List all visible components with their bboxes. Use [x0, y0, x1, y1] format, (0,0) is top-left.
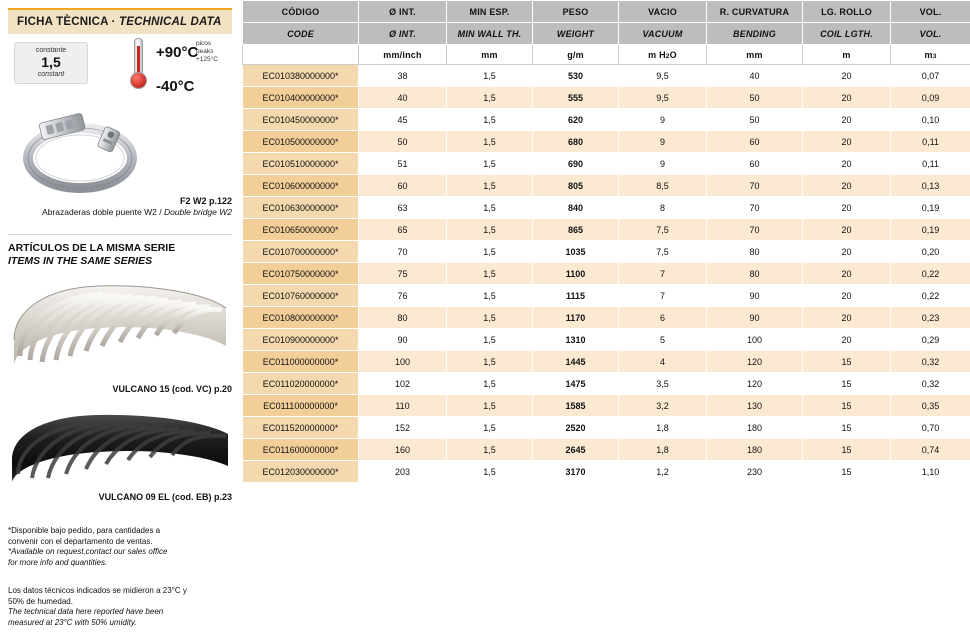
- cell-wall-thickness: 1,5: [447, 329, 533, 351]
- cell-code: EC010500000000*: [243, 131, 359, 153]
- unit-wall-thickness: mm: [447, 45, 533, 65]
- sheet-title-separator: ·: [108, 16, 120, 28]
- sheet-title-en: TECHNICAL DATA: [119, 16, 222, 28]
- cell-wall-thickness: 1,5: [447, 109, 533, 131]
- cell-wall-thickness: 1,5: [447, 417, 533, 439]
- cell-vacuum: 9: [619, 131, 707, 153]
- cell-vacuum: 9: [619, 153, 707, 175]
- cell-volume: 0,13: [891, 175, 970, 197]
- cell-bending-radius: 60: [707, 131, 803, 153]
- cell-inner-diameter: 63: [359, 197, 447, 219]
- cell-code: EC010900000000*: [243, 329, 359, 351]
- table-row: [243, 109, 970, 131]
- cell-bending-radius: 120: [707, 351, 803, 373]
- cell-bending-radius: 180: [707, 439, 803, 461]
- header-row-units: [243, 45, 970, 65]
- cell-vacuum: 7: [619, 263, 707, 285]
- header-es-bending-radius: R. CURVATURA: [707, 1, 803, 23]
- cell-code: EC011020000000*: [243, 373, 359, 395]
- cell-code: EC010400000000*: [243, 87, 359, 109]
- table-row: [243, 219, 970, 241]
- cell-volume: 0,22: [891, 263, 970, 285]
- series-heading-en: ITEMS IN THE SAME SERIES: [8, 255, 153, 267]
- cell-code: EC010380000000*: [243, 65, 359, 87]
- cell-volume: 0,74: [891, 439, 970, 461]
- cell-inner-diameter: 51: [359, 153, 447, 175]
- cell-inner-diameter: 76: [359, 285, 447, 307]
- cell-volume: 0,20: [891, 241, 970, 263]
- note-availability-es-2: convenir con el departamento de ventas.: [8, 536, 153, 546]
- cell-wall-thickness: 1,5: [447, 65, 533, 87]
- cell-wall-thickness: 1,5: [447, 373, 533, 395]
- cell-vacuum: 6: [619, 307, 707, 329]
- cell-weight: 1310: [533, 329, 619, 351]
- cell-volume: 1,10: [891, 461, 970, 483]
- page-title: [17, 16, 221, 28]
- hose-illustration-black: [6, 404, 234, 486]
- cell-bending-radius: 130: [707, 395, 803, 417]
- note-measurement-conditions: [8, 586, 236, 628]
- cell-wall-thickness: 1,5: [447, 197, 533, 219]
- cell-weight: 1115: [533, 285, 619, 307]
- cell-bending-radius: 40: [707, 65, 803, 87]
- cell-bending-radius: 120: [707, 373, 803, 395]
- table-row: [243, 417, 970, 439]
- cell-coil-length: 15: [803, 395, 891, 417]
- header-es-wall-thickness: MIN ESP.: [447, 1, 533, 23]
- cell-vacuum: 1,8: [619, 417, 707, 439]
- cell-code: EC012030000000*: [243, 461, 359, 483]
- note-measure-en-1: The technical data here reported have been: [8, 607, 164, 616]
- cell-weight: 555: [533, 87, 619, 109]
- cell-wall-thickness: 1,5: [447, 153, 533, 175]
- header-es-vacuum: VACIO: [619, 1, 707, 23]
- unit-weight: g/m: [533, 45, 619, 65]
- table-row: [243, 197, 970, 219]
- cell-vacuum: 7,5: [619, 241, 707, 263]
- peaks-label-en: peaks: [196, 48, 214, 55]
- cell-weight: 1585: [533, 395, 619, 417]
- cell-volume: 0,23: [891, 307, 970, 329]
- header-en-bending-radius: BENDING: [707, 23, 803, 45]
- hose-illustration-clear: [6, 272, 234, 374]
- peaks-label-es: picos: [196, 40, 212, 47]
- table-row: [243, 461, 970, 483]
- cell-code: EC011520000000*: [243, 417, 359, 439]
- cell-bending-radius: 70: [707, 219, 803, 241]
- specifications-table-wrapper: [242, 0, 970, 483]
- header-en-coil-length: COIL LGTH.: [803, 23, 891, 45]
- cell-vacuum: 9: [619, 109, 707, 131]
- header-en-weight: WEIGHT: [533, 23, 619, 45]
- cell-wall-thickness: 1,5: [447, 87, 533, 109]
- cell-coil-length: 20: [803, 197, 891, 219]
- unit-code: [243, 45, 359, 65]
- cell-code: EC011000000000*: [243, 351, 359, 373]
- cell-weight: 2645: [533, 439, 619, 461]
- cell-vacuum: 9,5: [619, 65, 707, 87]
- cell-bending-radius: 100: [707, 329, 803, 351]
- cell-bending-radius: 70: [707, 197, 803, 219]
- header-es-inner-diameter: Ø INT.: [359, 1, 447, 23]
- cell-coil-length: 15: [803, 439, 891, 461]
- cell-bending-radius: 230: [707, 461, 803, 483]
- hose-image-vulcano-09el: [6, 404, 234, 486]
- cell-coil-length: 20: [803, 285, 891, 307]
- cell-volume: 0,07: [891, 65, 970, 87]
- cell-weight: 1445: [533, 351, 619, 373]
- sheet-title-bar: [8, 8, 232, 34]
- cell-code: EC010800000000*: [243, 307, 359, 329]
- cell-inner-diameter: 75: [359, 263, 447, 285]
- cell-volume: 0,70: [891, 417, 970, 439]
- cell-volume: 0,19: [891, 197, 970, 219]
- series-heading: [8, 242, 175, 268]
- cell-coil-length: 20: [803, 219, 891, 241]
- cell-code: EC010510000000*: [243, 153, 359, 175]
- cell-wall-thickness: 1,5: [447, 241, 533, 263]
- cell-volume: 0,32: [891, 351, 970, 373]
- cell-coil-length: 20: [803, 65, 891, 87]
- cell-vacuum: 3,2: [619, 395, 707, 417]
- series-heading-es: ARTÍCULOS DE LA MISMA SERIE: [8, 242, 176, 254]
- cell-bending-radius: 80: [707, 241, 803, 263]
- header-en-volume: VOL.: [891, 23, 970, 45]
- cell-wall-thickness: 1,5: [447, 263, 533, 285]
- cell-code: EC010650000000*: [243, 219, 359, 241]
- constant-label-es: constante: [35, 47, 67, 54]
- cell-vacuum: 7: [619, 285, 707, 307]
- cell-code: EC010700000000*: [243, 241, 359, 263]
- cell-code: EC010750000000*: [243, 263, 359, 285]
- cell-vacuum: 3,5: [619, 373, 707, 395]
- cell-weight: 620: [533, 109, 619, 131]
- cell-inner-diameter: 70: [359, 241, 447, 263]
- cell-code: EC010600000000*: [243, 175, 359, 197]
- cell-wall-thickness: 1,5: [447, 439, 533, 461]
- header-en-vacuum: VACUUM: [619, 23, 707, 45]
- table-row: [243, 395, 970, 417]
- series-item-2-caption: VULCANO 09 EL (cod. EB) p.23: [98, 492, 232, 502]
- note-measure-es-2: 50% de humedad.: [8, 596, 73, 606]
- cell-vacuum: 8: [619, 197, 707, 219]
- unit-vacuum: m H2O: [619, 45, 707, 65]
- note-availability-en-2: for more info and quantities.: [8, 557, 108, 567]
- header-row-spanish: [243, 1, 970, 23]
- table-row: [243, 373, 970, 395]
- cell-code: EC010450000000*: [243, 109, 359, 131]
- cell-inner-diameter: 38: [359, 65, 447, 87]
- clamp-code: F2 W2 p.122: [179, 196, 232, 206]
- cell-vacuum: 9,5: [619, 87, 707, 109]
- note-availability-en-1: *Available on request,contact our sales office: [8, 547, 168, 556]
- cell-coil-length: 20: [803, 109, 891, 131]
- cell-volume: 0,19: [891, 219, 970, 241]
- thermometer-bulb: [130, 72, 147, 89]
- cell-inner-diameter: 90: [359, 329, 447, 351]
- header-es-weight: PESO: [533, 1, 619, 23]
- cell-inner-diameter: 65: [359, 219, 447, 241]
- table-row: [243, 285, 970, 307]
- cell-inner-diameter: 80: [359, 307, 447, 329]
- hose-image-vulcano-15: [6, 272, 234, 374]
- cell-inner-diameter: 203: [359, 461, 447, 483]
- header-en-code: CODE: [243, 23, 359, 45]
- cell-inner-diameter: 50: [359, 131, 447, 153]
- unit-bending-radius: mm: [707, 45, 803, 65]
- divider-series: [8, 234, 232, 235]
- cell-vacuum: 8,5: [619, 175, 707, 197]
- clamp-name-es: Abrazaderas doble puente W2: [42, 207, 157, 217]
- note-measure-en-2: measured at 23°C with 50% umidity.: [8, 617, 137, 627]
- cell-coil-length: 20: [803, 329, 891, 351]
- cell-inner-diameter: 40: [359, 87, 447, 109]
- cell-bending-radius: 90: [707, 285, 803, 307]
- cell-coil-length: 15: [803, 461, 891, 483]
- table-row: [243, 153, 970, 175]
- cell-weight: 1035: [533, 241, 619, 263]
- peaks-value: +125°C: [196, 56, 218, 63]
- left-info-panel: [0, 0, 240, 637]
- cell-code: EC010760000000*: [243, 285, 359, 307]
- note-availability: [8, 526, 236, 568]
- table-row: [243, 131, 970, 153]
- thermometer-icon: [128, 38, 150, 94]
- cell-vacuum: 5: [619, 329, 707, 351]
- hose-clamp-image: [10, 100, 160, 200]
- cell-wall-thickness: 1,5: [447, 131, 533, 153]
- cell-volume: 0,10: [891, 109, 970, 131]
- cell-wall-thickness: 1,5: [447, 351, 533, 373]
- series-item-1-caption: VULCANO 15 (cod. VC) p.20: [112, 384, 232, 394]
- cell-weight: 690: [533, 153, 619, 175]
- cell-vacuum: 7,5: [619, 219, 707, 241]
- cell-bending-radius: 180: [707, 417, 803, 439]
- cell-volume: 0,29: [891, 329, 970, 351]
- cell-coil-length: 20: [803, 131, 891, 153]
- cell-coil-length: 20: [803, 153, 891, 175]
- cell-inner-diameter: 100: [359, 351, 447, 373]
- hose-clamp-illustration: [10, 100, 160, 200]
- cell-volume: 0,32: [891, 373, 970, 395]
- cell-weight: 865: [533, 219, 619, 241]
- cell-bending-radius: 50: [707, 109, 803, 131]
- cell-coil-length: 15: [803, 351, 891, 373]
- cell-weight: 530: [533, 65, 619, 87]
- unit-volume: m3: [891, 45, 970, 65]
- cell-bending-radius: 70: [707, 175, 803, 197]
- header-en-inner-diameter: Ø INT.: [359, 23, 447, 45]
- note-availability-es-1: *Disponible bajo pedido, para cantidades a: [8, 526, 161, 535]
- unit-inner-diameter: mm/inch: [359, 45, 447, 65]
- cell-wall-thickness: 1,5: [447, 307, 533, 329]
- clamp-name-en: Double bridge W2: [163, 207, 232, 217]
- table-row: [243, 351, 970, 373]
- cell-bending-radius: 80: [707, 263, 803, 285]
- cell-inner-diameter: 110: [359, 395, 447, 417]
- cell-wall-thickness: 1,5: [447, 219, 533, 241]
- cell-code: EC011600000000*: [243, 439, 359, 461]
- cell-bending-radius: 60: [707, 153, 803, 175]
- table-row: [243, 263, 970, 285]
- cell-wall-thickness: 1,5: [447, 395, 533, 417]
- cell-inner-diameter: 152: [359, 417, 447, 439]
- cell-coil-length: 20: [803, 87, 891, 109]
- table-body: [243, 65, 970, 483]
- cell-code: EC010630000000*: [243, 197, 359, 219]
- specifications-table: [242, 0, 970, 483]
- unit-coil-length: m: [803, 45, 891, 65]
- cell-coil-length: 20: [803, 175, 891, 197]
- cell-weight: 2520: [533, 417, 619, 439]
- cell-wall-thickness: 1,5: [447, 461, 533, 483]
- constant-label-en: constant: [37, 71, 65, 78]
- cell-bending-radius: 90: [707, 307, 803, 329]
- cell-volume: 0,11: [891, 131, 970, 153]
- table-row: [243, 439, 970, 461]
- cell-weight: 1100: [533, 263, 619, 285]
- clamp-caption: [8, 196, 232, 218]
- constant-thickness-badge: [14, 42, 88, 84]
- cell-volume: 0,11: [891, 153, 970, 175]
- header-es-coil-length: LG. ROLLO: [803, 1, 891, 23]
- cell-weight: 805: [533, 175, 619, 197]
- table-row: [243, 329, 970, 351]
- cell-bending-radius: 50: [707, 87, 803, 109]
- header-row-english: [243, 23, 970, 45]
- cell-vacuum: 1,2: [619, 461, 707, 483]
- constant-value: 1,5: [41, 54, 61, 70]
- cell-coil-length: 15: [803, 417, 891, 439]
- cell-code: EC011100000000*: [243, 395, 359, 417]
- cell-inner-diameter: 102: [359, 373, 447, 395]
- cell-inner-diameter: 60: [359, 175, 447, 197]
- cell-weight: 840: [533, 197, 619, 219]
- cell-inner-diameter: 45: [359, 109, 447, 131]
- note-measure-es-1: Los datos técnicos indicados se midieron a 23°C y: [8, 586, 187, 595]
- cell-coil-length: 15: [803, 373, 891, 395]
- cell-vacuum: 1,8: [619, 439, 707, 461]
- table-row: [243, 307, 970, 329]
- temperature-max: +90°C: [156, 44, 199, 61]
- table-row: [243, 65, 970, 87]
- header-es-code: CÓDIGO: [243, 1, 359, 23]
- cell-weight: 680: [533, 131, 619, 153]
- sheet-title-es: FICHA TÈCNICA: [17, 16, 109, 28]
- cell-inner-diameter: 160: [359, 439, 447, 461]
- cell-weight: 1475: [533, 373, 619, 395]
- temperature-peaks: [196, 40, 218, 64]
- table-row: [243, 87, 970, 109]
- header-en-wall-thickness: MIN WALL TH.: [447, 23, 533, 45]
- cell-coil-length: 20: [803, 307, 891, 329]
- table-head: [243, 1, 970, 65]
- cell-volume: 0,35: [891, 395, 970, 417]
- cell-volume: 0,22: [891, 285, 970, 307]
- cell-weight: 1170: [533, 307, 619, 329]
- temperature-min: -40°C: [156, 78, 195, 95]
- cell-volume: 0,09: [891, 87, 970, 109]
- cell-vacuum: 4: [619, 351, 707, 373]
- clamp-name-line: [8, 207, 232, 218]
- cell-coil-length: 20: [803, 241, 891, 263]
- table-row: [243, 175, 970, 197]
- table-row: [243, 241, 970, 263]
- cell-wall-thickness: 1,5: [447, 175, 533, 197]
- cell-weight: 3170: [533, 461, 619, 483]
- header-es-volume: VOL.: [891, 1, 970, 23]
- cell-wall-thickness: 1,5: [447, 285, 533, 307]
- cell-coil-length: 20: [803, 263, 891, 285]
- clamp-name-separator: /: [156, 207, 164, 217]
